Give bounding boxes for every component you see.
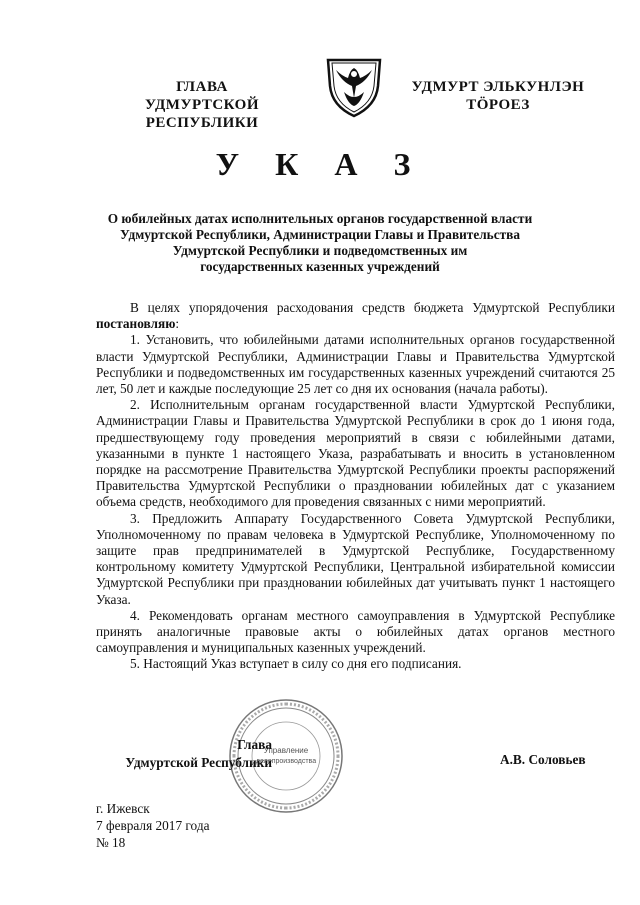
paragraph-3: 3. Предложить Аппарату Государственного Совета Удмуртской Республики, Уполномоченному по правам человека в Удмуртской Республике, Уполномоченному по защите прав предпринимателей в Удмуртской Республике, Государственному контрольному комитету Удмуртской Республики, Центральной избирательной комиссии Удмуртской Республики при праздновании юбилейных дат учитывать пункт 1 настоящего Указа.: [96, 510, 615, 607]
preamble-text: В целях упорядочения расходования средств бюджета Удмуртской Республики: [130, 300, 615, 315]
header-right: [398, 78, 598, 114]
signatory-position-line1: Глава: [237, 737, 272, 752]
place-date-number: [96, 800, 209, 851]
signatory-name: А.В. Соловьев: [500, 752, 586, 767]
preamble-bold: постановляю: [96, 316, 176, 332]
paragraph-4: 4. Рекомендовать органам местного самоуправления в Удмуртской Республике принять аналогичные правовые акты о юбилейных датах органов местного самоуправления и муниципальных казенных учреждений.: [96, 607, 615, 656]
header-left-line1: ГЛАВА: [176, 79, 228, 95]
udmurt-emblem-icon: [322, 56, 386, 118]
stamp-text-line1: Управление: [263, 746, 309, 755]
paragraph-2: 2. Исполнительным органам государственной власти Удмуртской Республики, Администрации Главы и Правительства Удмуртской Республики в срок до 1 июня года, предшествующему году проведения мероприятий в связи с юбилейными датами, указанными в пункте 1 настоящего Указа, разрабатывать и вносить в установленном порядке на рассмотрение Правительства Удмуртской Республики проекты распоряжений Правительства Удмуртской Республики о праздновании юбилейных дат с указанием объема средств, необходимого для проведения связанных с ними мероприятий.: [96, 397, 615, 510]
header-left: [88, 78, 316, 132]
document-body: [96, 300, 615, 673]
title-line: Удмуртской Республики, Администрации Главы и Правительства: [120, 227, 520, 242]
document-title: [100, 211, 540, 275]
preamble-end: :: [175, 316, 180, 332]
paragraph-1: 1. Установить, что юбилейными датами исполнительных органов государственной власти Удмуртской Республики, Администрации Главы и Правительства Удмуртской Республики и подведомственных им государственных казенных учреждений считаются 25 лет, 50 лет и каждые последующие 25 лет со дня их основания (начала работы).: [96, 332, 615, 397]
paragraph-5: 5. Настоящий Указ вступает в силу со дня его подписания.: [130, 656, 462, 672]
stamp-text-line2: делопроизводства: [255, 758, 317, 765]
document-type: У К А З: [215, 146, 425, 182]
title-line: государственных казенных учреждений: [200, 259, 440, 274]
city: г. Ижевск: [96, 801, 150, 816]
decree-number: № 18: [96, 835, 126, 850]
header-left-line2: УДМУРТСКОЙ РЕСПУБЛИКИ: [145, 97, 259, 131]
signatory-position: [92, 736, 272, 772]
header-right-line2: ТӦРОЕЗ: [466, 97, 530, 113]
date: 7 февраля 2017 года: [96, 818, 210, 833]
title-line: Удмуртской Республики и подведомственных им: [172, 243, 468, 258]
preamble: [96, 300, 615, 332]
title-line: О юбилейных датах исполнительных органов государственной власти: [107, 211, 533, 226]
header-right-line1: УДМУРТ ЭЛЬКУНЛЭН: [411, 79, 585, 95]
signatory-position-line2: Удмуртской Республики: [125, 755, 272, 770]
